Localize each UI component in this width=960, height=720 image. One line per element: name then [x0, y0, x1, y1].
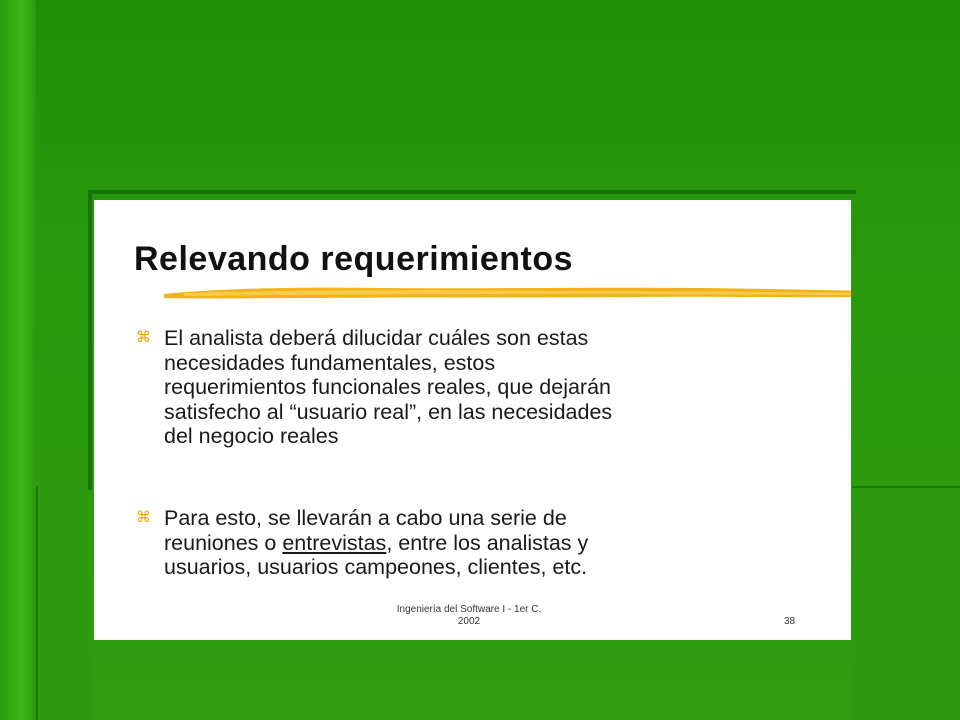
slide-page-number: 38 — [784, 616, 796, 627]
background-left-band — [0, 0, 36, 720]
background-step-left — [36, 486, 92, 720]
footer-year: 2002 — [457, 616, 481, 627]
bullet-text-underlined: entrevistas — [282, 530, 387, 555]
footer-course: Ingeniería del Software I - 1er C. — [396, 604, 542, 615]
bullet-item — [134, 506, 834, 580]
command-key-icon: ⌘ — [136, 328, 151, 346]
background-frame-top — [88, 190, 856, 194]
slide-image — [94, 200, 851, 640]
bullet-text — [164, 506, 834, 580]
bullet-item — [134, 326, 834, 449]
title-highlight-stroke — [164, 282, 851, 302]
slide-footer — [334, 604, 604, 628]
background-step-right — [852, 486, 960, 720]
command-key-icon: ⌘ — [136, 508, 151, 526]
slide-title: Relevando requerimientos — [134, 240, 574, 278]
bullet-text-before: Para esto, se llevarán a cabo una serie de reuniones o — [164, 506, 567, 555]
background-frame-left — [88, 190, 92, 490]
bullet-text: El analista deberá dilucidar cuáles son estas necesidades fundamentales, estos requerimientos funcionales reales, que dejarán satisfecho al “usuario real”, en las necesidades del negocio reales — [164, 326, 613, 448]
bullet-text-after: , entre los analistas y usuarios, usuarios campeones, clientes, etc. — [164, 530, 589, 579]
